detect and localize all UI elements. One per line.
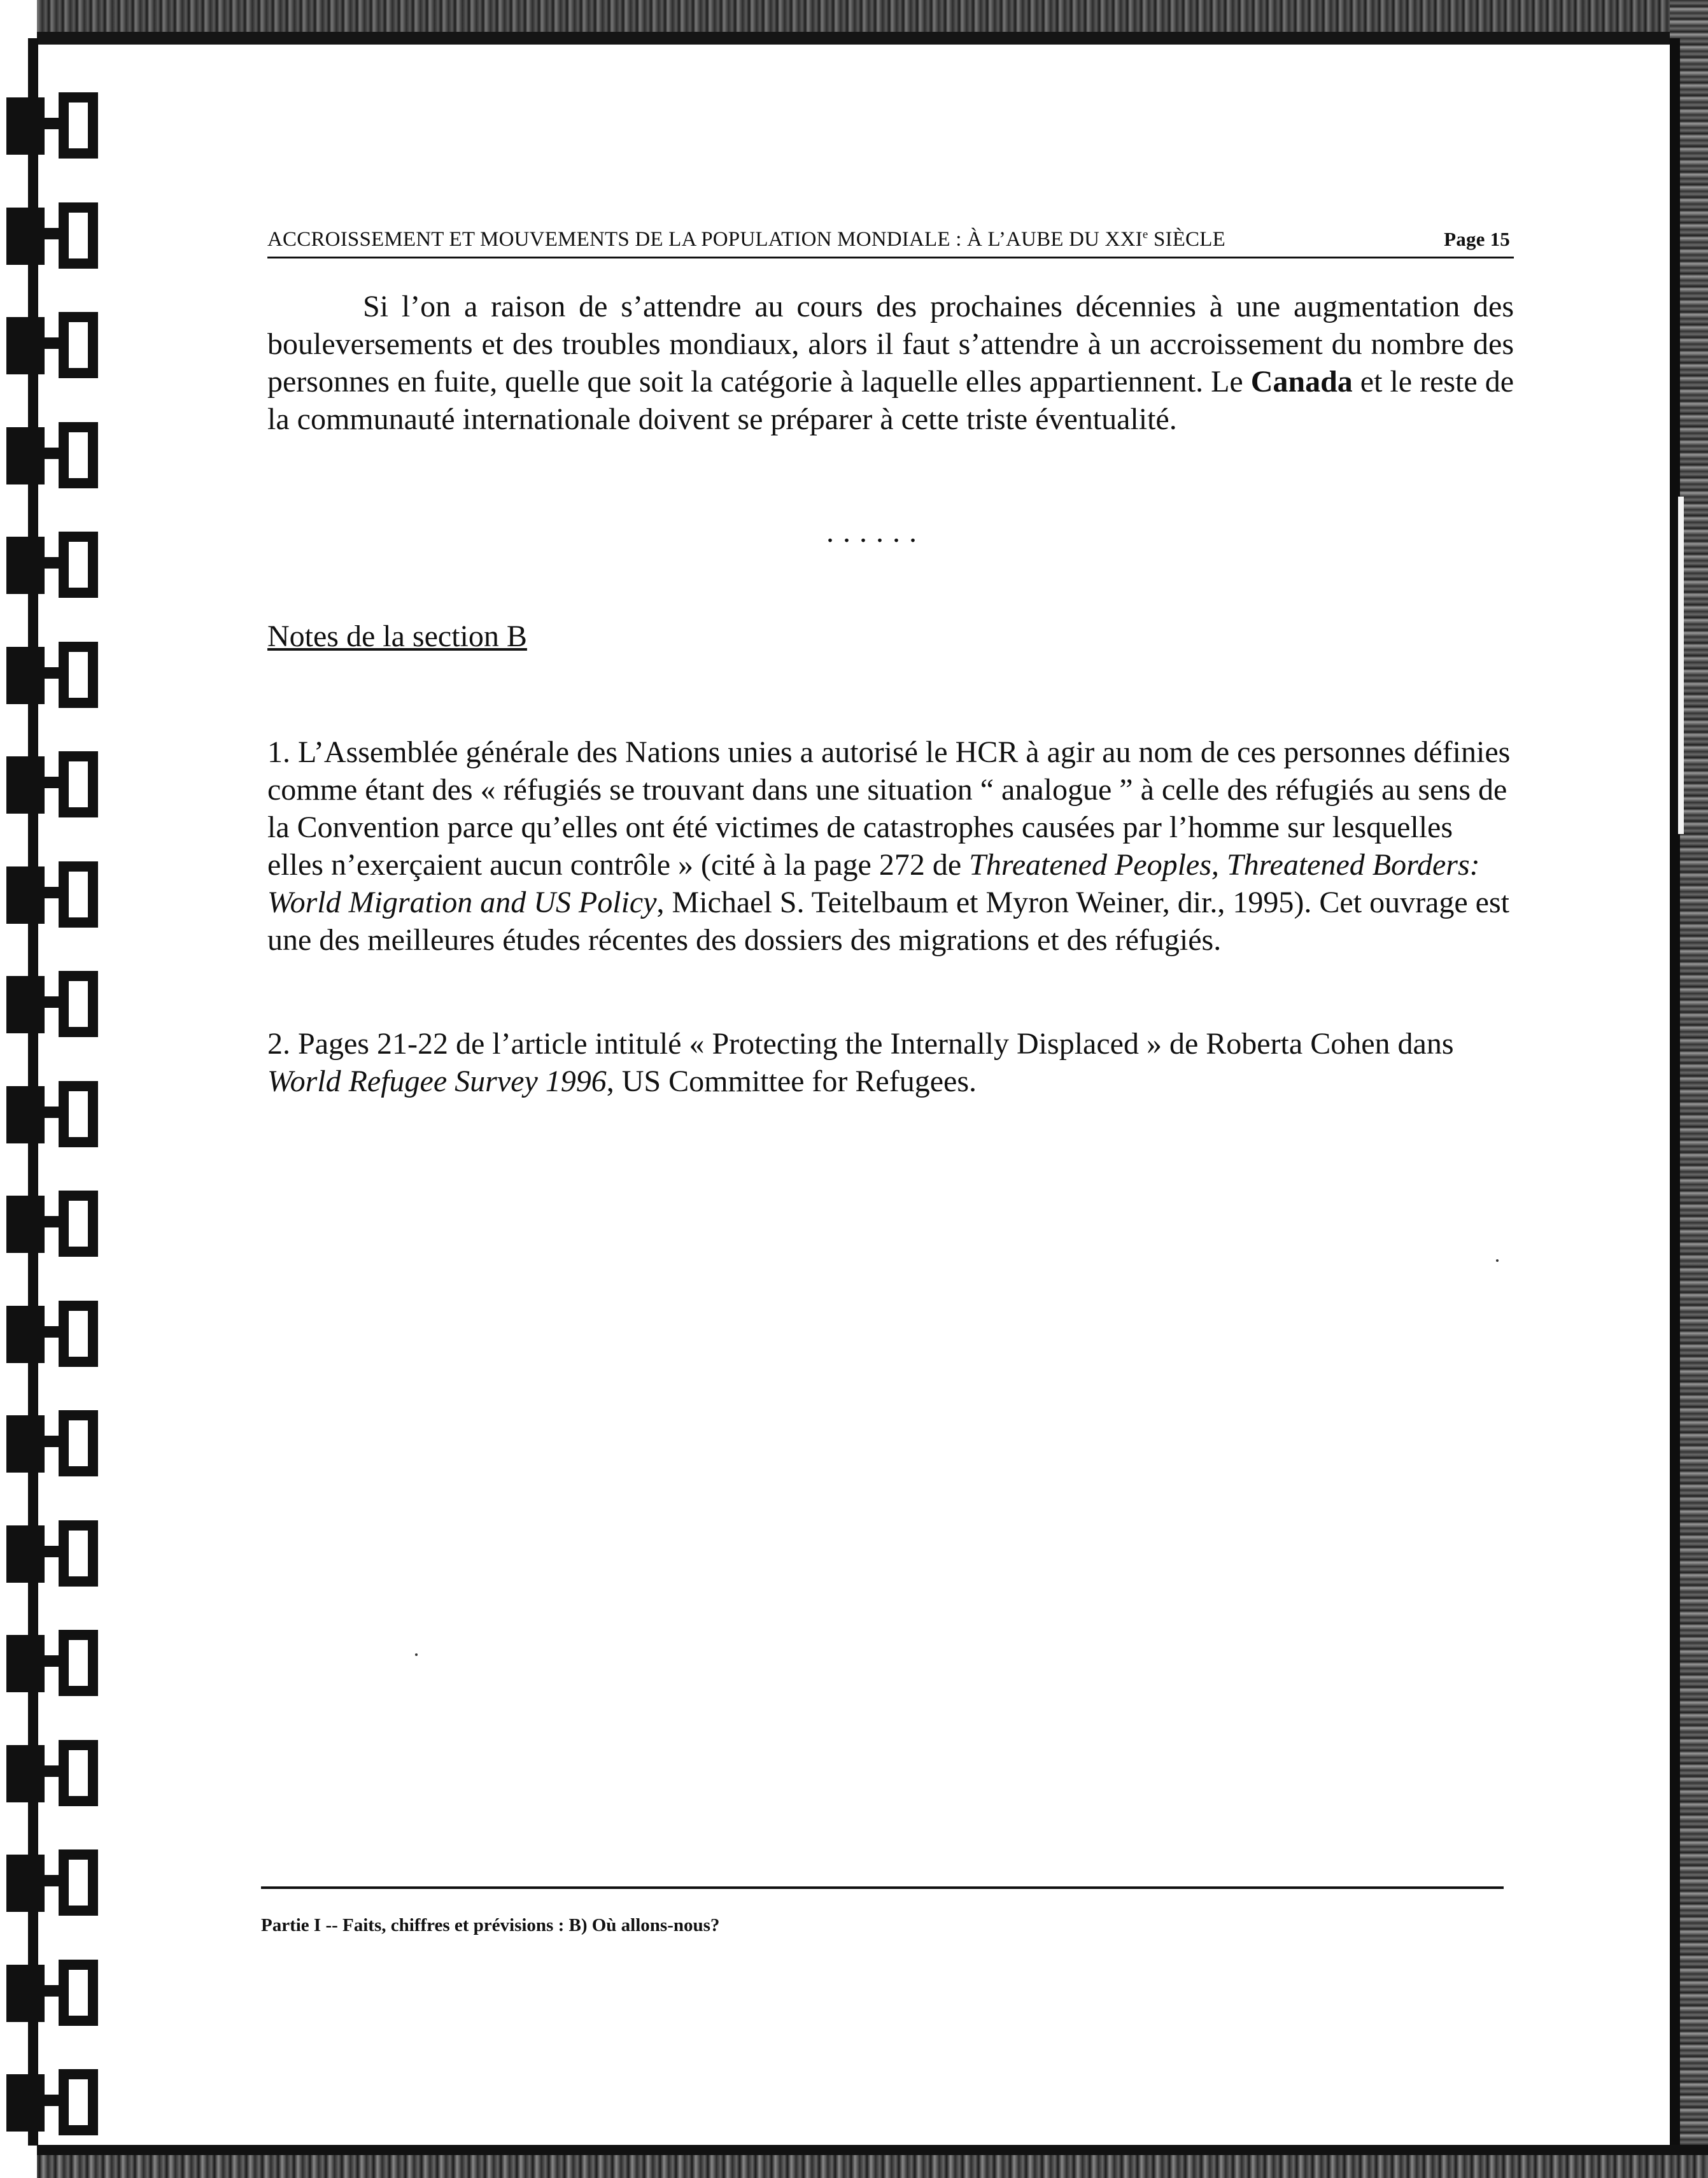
scan-border-top bbox=[0, 0, 1708, 45]
binding-ring bbox=[6, 971, 99, 1037]
footer-text: Partie I -- Faits, chiffres et prévisions : B) Où allons-nous? bbox=[261, 1915, 720, 1935]
note-1: 1. L’Assemblée générale des Nations unies a autorisé le HCR à agir au nom de ces personnes définies comme étant des « réfugiés se trouvant dans une situation “ analogue ” à celle des réfugiés au sens de la Convention parce qu’elles ont été victimes de catastrophes causées par l’homme sur lesquelles elles n’exerçaient aucun contrôle » (cité à la page 272 de Threatened Peoples, Threatened Borders: World Migration and US Policy, Michael S. Teitelbaum et Myron Weiner, dir., 1995). Cet ouvrage est une des meilleures études récentes des dossiers des migrations et des réfugiés. bbox=[267, 735, 1511, 957]
scan-mark bbox=[1678, 497, 1684, 834]
binding-ring bbox=[6, 532, 99, 598]
binding-ring bbox=[6, 422, 99, 488]
binding-ring bbox=[6, 861, 99, 928]
binding-ring bbox=[6, 1960, 99, 2026]
scan-border-right bbox=[1670, 0, 1708, 2178]
publication-title: World Refugee Survey 1996 bbox=[267, 1064, 607, 1098]
binding-ring bbox=[6, 1301, 99, 1367]
binding-ring bbox=[6, 92, 99, 159]
section-separator: ...... bbox=[826, 515, 926, 549]
binding-ring bbox=[6, 2069, 99, 2135]
binding-ring bbox=[6, 1191, 99, 1257]
footer-rule bbox=[261, 1886, 1504, 1889]
binding-ring bbox=[6, 1630, 99, 1696]
binding-ring bbox=[6, 312, 99, 378]
scan-speck bbox=[415, 1653, 418, 1656]
note-2: 2. Pages 21-22 de l’article intitulé « Protecting the Internally Displaced » de Roberta Cohen dans World Refugee Survey 1996, US Committee for Refugees. bbox=[267, 1027, 1454, 1098]
scan-border-bottom bbox=[0, 2145, 1708, 2178]
page-number: Page 15 bbox=[1444, 228, 1510, 250]
binding-ring bbox=[6, 1410, 99, 1476]
binding-ring bbox=[6, 751, 99, 817]
binding-ring bbox=[6, 1520, 99, 1587]
running-header bbox=[267, 228, 1514, 258]
book-title: Threatened Peoples, Threatened Borders: World Migration and US Policy bbox=[267, 848, 1480, 919]
binding-ring bbox=[6, 642, 99, 708]
notes-heading: Notes de la section B bbox=[267, 619, 527, 653]
binding-ring bbox=[6, 1081, 99, 1147]
bold-term: Canada bbox=[1250, 365, 1353, 399]
binding-ring bbox=[6, 1849, 99, 1916]
body-paragraph: Si l’on a raison de s’attendre au cours des prochaines décennies à une augmentation des bouleversements et des troubles mondiaux, alors il faut s’attendre à un accroissement du nombre des personnes en fuite, quelle que soit la catégorie à laquelle elles appartiennent. Le Canada et le reste de la communauté internationale doivent se préparer à cette triste éventualité. bbox=[267, 290, 1514, 436]
scan-speck bbox=[1496, 1259, 1499, 1262]
binding-ring bbox=[6, 202, 99, 269]
running-header-title: ACCROISSEMENT ET MOUVEMENTS DE LA POPULATION MONDIALE : À L’AUBE DU XXIe SIÈCLE bbox=[267, 228, 1225, 251]
binding-ring bbox=[6, 1740, 99, 1806]
